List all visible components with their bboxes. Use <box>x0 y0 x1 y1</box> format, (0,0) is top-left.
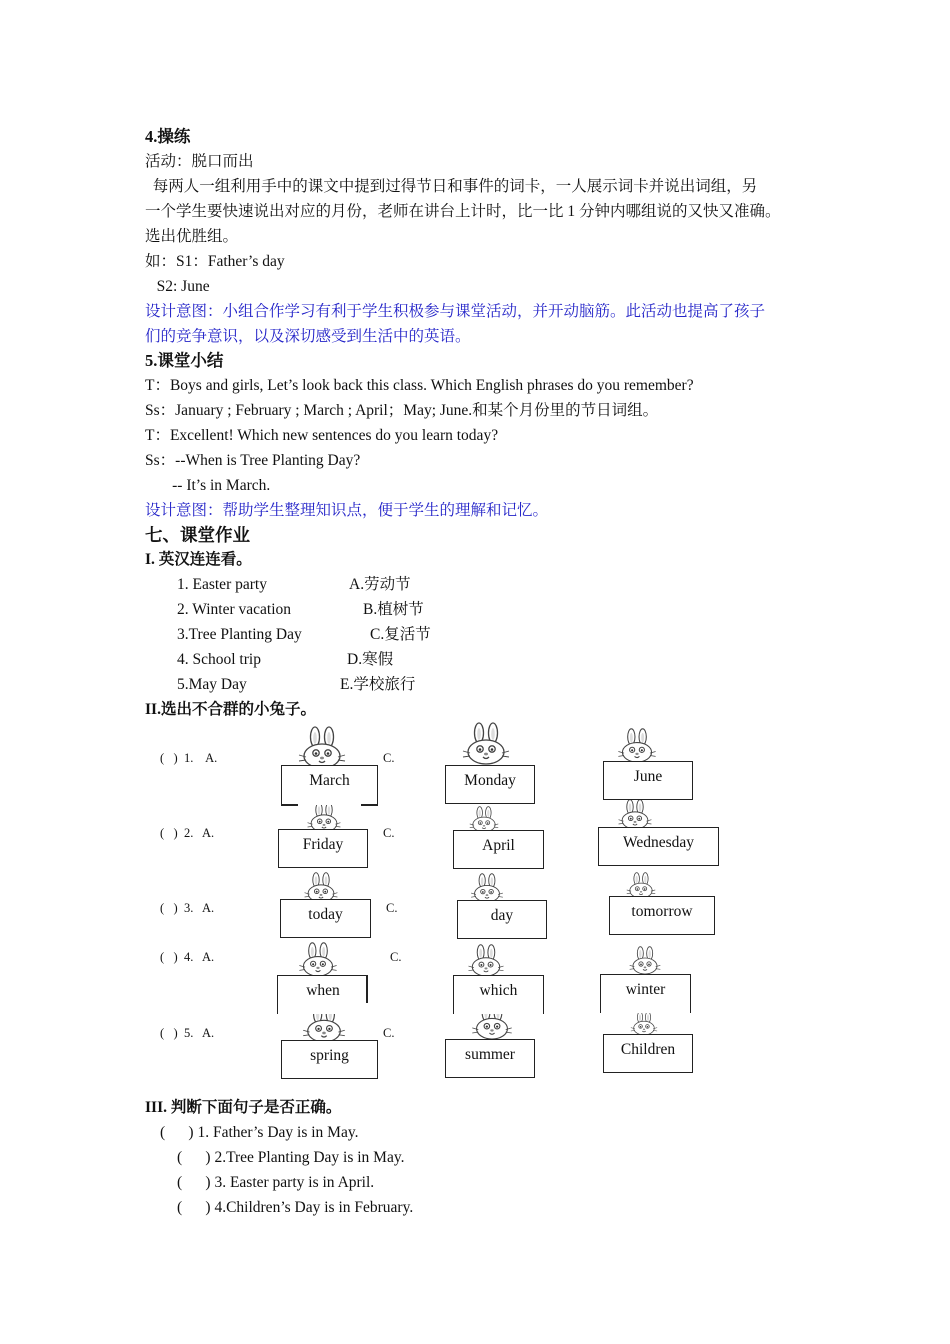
word-card: summer <box>445 1039 535 1078</box>
word-card: when <box>277 975 368 1014</box>
match-en: 3.Tree Planting Day <box>177 626 302 643</box>
match-en: 1. Easter party <box>177 576 267 593</box>
part-3-title: III. 判断下面句子是否正确。 <box>145 1099 342 1116</box>
match-en: 2. Winter vacation <box>177 601 292 618</box>
bunny-icon <box>612 799 658 829</box>
word-card: Children <box>603 1034 693 1073</box>
design-intent: 设计意图：帮助学生整理知识点，便于学生的理解和记忆。 <box>145 502 549 519</box>
activity-label: 活动：脱口而出 <box>145 153 254 170</box>
bunny-icon <box>460 806 508 832</box>
bunny-icon <box>618 872 664 898</box>
word-card: March <box>281 765 378 805</box>
option-c-label: C. <box>386 901 398 915</box>
word-card: Friday <box>278 829 368 868</box>
bunny-icon <box>622 946 668 974</box>
option-c-label: C. <box>383 826 395 840</box>
word-card: tomorrow <box>609 896 715 935</box>
question-label: ( ) 2. A. <box>160 826 215 840</box>
word-card: day <box>457 900 547 939</box>
word-card: today <box>280 899 371 938</box>
question-label: ( ) 3. A. <box>160 901 215 915</box>
example-line: 如：S1：Father’s day <box>145 253 285 270</box>
section-4-title: 4.操练 <box>145 127 191 146</box>
word-card: April <box>453 830 544 869</box>
bunny-icon <box>300 802 348 832</box>
homework-title: 七、课堂作业 <box>145 525 250 545</box>
part-2-title: II.选出不合群的小兔子。 <box>145 701 316 718</box>
design-intent: 设计意图：小组合作学习有利于学生积极参与课堂活动，并开动脑筋。此活动也提高了孩子 <box>145 303 766 320</box>
judge-item: ( ) 4.Children’s Day is in February. <box>177 1199 414 1216</box>
bunny-icon <box>612 728 662 762</box>
word-card: Monday <box>445 765 535 804</box>
dialogue-line: -- It’s in March. <box>145 477 271 494</box>
question-label: ( ) 4. A. <box>160 950 215 964</box>
match-en: 4. School trip <box>177 651 261 668</box>
question-label: ( ) 1. A. <box>160 751 218 765</box>
dialogue-line: T：Excellent! Which new sentences do you learn today? <box>145 427 499 444</box>
bunny-icon <box>460 721 512 765</box>
option-c-label: C. <box>390 950 402 964</box>
word-card: spring <box>281 1040 378 1079</box>
bunny-icon <box>620 1011 668 1035</box>
bunny-icon <box>296 872 346 902</box>
paragraph-line: 每两人一组利用手中的课文中提到过得节日和事件的词卡，一人展示词卡并说出词组，另 <box>145 178 758 195</box>
dialogue-line: T：Boys and girls, Let’s look back this class. Which English phrases do you remember? <box>145 377 694 394</box>
match-zh: E.学校旅行 <box>340 676 416 693</box>
bunny-icon <box>296 726 348 768</box>
bunny-icon <box>462 944 510 976</box>
match-zh: A.劳动节 <box>349 576 411 593</box>
question-label: ( ) 5. A. <box>160 1026 215 1040</box>
word-card: which <box>453 975 544 1014</box>
part-1-title: I. 英汉连连看。 <box>145 551 252 568</box>
section-5-title: 5.课堂小结 <box>145 351 224 370</box>
match-zh: C.复活节 <box>370 626 431 643</box>
bunny-icon <box>464 873 510 902</box>
dialogue-line: Ss：--When is Tree Planting Day? <box>145 452 361 469</box>
design-intent: 们的竞争意识，以及深切感受到生活中的英语。 <box>145 328 471 345</box>
dialogue-line: Ss：January ; February ; March ; April；May; June.和某个月份里的节日词组。 <box>145 402 659 419</box>
paragraph-line: 一个学生要快速说出对应的月份，老师在讲台上计时，比一比 1 分钟内哪组说的又快又准确。 <box>145 203 781 220</box>
word-card: winter <box>600 974 691 1013</box>
option-c-label: C. <box>383 751 395 765</box>
example-line: S2: June <box>145 278 210 295</box>
match-zh: B.植树节 <box>363 601 424 618</box>
judge-item: ( ) 2.Tree Planting Day is in May. <box>177 1149 405 1166</box>
bunny-icon <box>292 942 344 976</box>
paragraph-line: 选出优胜组。 <box>145 228 239 245</box>
match-en: 5.May Day <box>177 676 247 693</box>
judge-item: ( ) 3. Easter party is in April. <box>177 1174 375 1191</box>
match-zh: D.寒假 <box>347 651 394 668</box>
judge-item: ( ) 1. Father’s Day is in May. <box>160 1124 359 1141</box>
word-card: Wednesday <box>598 827 719 866</box>
word-card: June <box>603 761 693 800</box>
option-c-label: C. <box>383 1026 395 1040</box>
